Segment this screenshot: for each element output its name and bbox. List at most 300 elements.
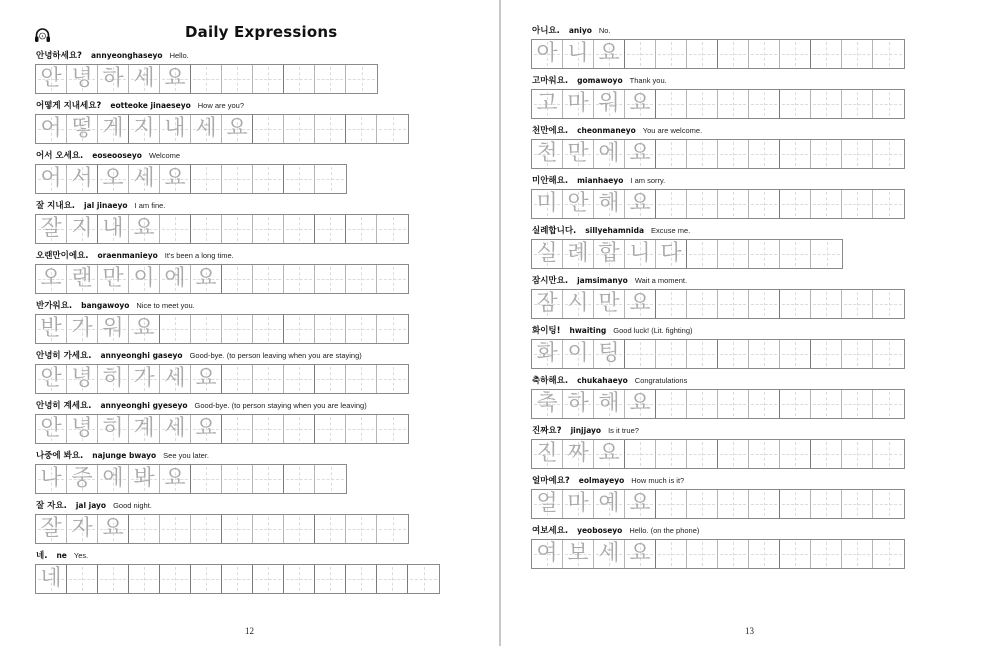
trace-cell[interactable] [594, 40, 625, 68]
trace-syllable: 요 [598, 441, 620, 466]
trace-syllable: 지 [71, 216, 93, 241]
blank-practice-cell[interactable] [687, 340, 718, 368]
trace-cell[interactable] [98, 515, 129, 543]
blank-practice-cell[interactable] [718, 240, 749, 268]
blank-practice-cell[interactable] [160, 215, 191, 243]
blank-practice-cell[interactable] [780, 390, 811, 418]
blank-practice-cell[interactable] [253, 65, 284, 93]
english-translation: Thank you. [629, 76, 667, 85]
blank-practice-cell[interactable] [780, 290, 811, 318]
blank-practice-cell[interactable] [377, 365, 408, 393]
blank-practice-cell[interactable] [718, 340, 749, 368]
blank-practice-cell[interactable] [315, 565, 346, 593]
blank-practice-cell[interactable] [377, 215, 408, 243]
blank-practice-cell[interactable] [842, 340, 873, 368]
trace-cell[interactable] [160, 415, 191, 443]
blank-practice-cell[interactable] [625, 440, 656, 468]
trace-cell[interactable] [129, 65, 160, 93]
blank-practice-cell[interactable] [222, 465, 253, 493]
blank-practice-cell[interactable] [160, 515, 191, 543]
blank-practice-cell[interactable] [191, 165, 222, 193]
trace-cell[interactable] [160, 265, 191, 293]
blank-practice-cell[interactable] [780, 190, 811, 218]
blank-practice-cell[interactable] [687, 190, 718, 218]
trace-syllable: 에 [598, 141, 620, 166]
blank-practice-cell[interactable] [780, 440, 811, 468]
blank-practice-cell[interactable] [873, 140, 904, 168]
trace-syllable: 천 [536, 141, 558, 166]
trace-cell[interactable] [594, 540, 625, 568]
blank-practice-cell[interactable] [656, 540, 687, 568]
blank-practice-cell[interactable] [408, 565, 439, 593]
blank-practice-cell[interactable] [284, 465, 315, 493]
blank-practice-cell[interactable] [67, 565, 98, 593]
trace-cell[interactable] [36, 565, 67, 593]
blank-practice-cell[interactable] [780, 90, 811, 118]
blank-practice-cell[interactable] [253, 565, 284, 593]
blank-practice-cell[interactable] [129, 515, 160, 543]
trace-cell[interactable] [36, 415, 67, 443]
trace-cell[interactable] [36, 265, 67, 293]
blank-practice-cell[interactable] [160, 565, 191, 593]
blank-practice-cell[interactable] [191, 565, 222, 593]
trace-cell[interactable] [67, 115, 98, 143]
trace-cell[interactable] [532, 40, 563, 68]
trace-cell[interactable] [98, 215, 129, 243]
blank-practice-cell[interactable] [718, 290, 749, 318]
trace-cell[interactable] [532, 240, 563, 268]
blank-practice-cell[interactable] [687, 390, 718, 418]
trace-cell[interactable] [563, 290, 594, 318]
blank-practice-cell[interactable] [811, 40, 842, 68]
blank-practice-cell[interactable] [718, 190, 749, 218]
blank-practice-cell[interactable] [191, 215, 222, 243]
blank-practice-cell[interactable] [873, 540, 904, 568]
blank-practice-cell[interactable] [780, 140, 811, 168]
trace-cell[interactable] [563, 340, 594, 368]
blank-practice-cell[interactable] [315, 65, 346, 93]
headphones-track-icon[interactable] [34, 28, 51, 43]
trace-cell[interactable] [563, 40, 594, 68]
trace-cell[interactable] [625, 490, 656, 518]
blank-practice-cell[interactable] [222, 415, 253, 443]
blank-practice-cell[interactable] [222, 565, 253, 593]
trace-cell[interactable] [532, 390, 563, 418]
trace-cell[interactable] [625, 390, 656, 418]
blank-practice-cell[interactable] [780, 340, 811, 368]
blank-practice-cell[interactable] [656, 390, 687, 418]
blank-practice-cell[interactable] [842, 140, 873, 168]
blank-practice-cell[interactable] [346, 415, 377, 443]
trace-cell[interactable] [98, 465, 129, 493]
trace-cell[interactable] [36, 215, 67, 243]
blank-practice-cell[interactable] [346, 215, 377, 243]
blank-practice-cell[interactable] [873, 440, 904, 468]
blank-practice-cell[interactable] [284, 315, 315, 343]
blank-practice-cell[interactable] [687, 490, 718, 518]
trace-syllable: 례 [567, 241, 589, 266]
blank-practice-cell[interactable] [718, 90, 749, 118]
blank-practice-cell[interactable] [873, 190, 904, 218]
blank-practice-cell[interactable] [222, 265, 253, 293]
blank-practice-cell[interactable] [315, 165, 346, 193]
expression-entry [35, 299, 409, 344]
romanization: yeoboseyo [577, 526, 623, 535]
blank-practice-cell[interactable] [284, 65, 315, 93]
blank-practice-cell[interactable] [656, 440, 687, 468]
romanization: annyeonghaseyo [91, 51, 163, 60]
trace-cell[interactable] [656, 240, 687, 268]
blank-practice-cell[interactable] [687, 140, 718, 168]
blank-practice-cell[interactable] [284, 415, 315, 443]
blank-practice-cell[interactable] [346, 365, 377, 393]
blank-practice-cell[interactable] [780, 490, 811, 518]
trace-cell[interactable] [532, 190, 563, 218]
blank-practice-cell[interactable] [656, 290, 687, 318]
blank-practice-cell[interactable] [191, 515, 222, 543]
blank-practice-cell[interactable] [718, 140, 749, 168]
blank-practice-cell[interactable] [873, 90, 904, 118]
blank-practice-cell[interactable] [315, 515, 346, 543]
korean-phrase: 반가워요. [36, 301, 73, 311]
trace-cell[interactable] [222, 115, 253, 143]
trace-cell[interactable] [563, 190, 594, 218]
blank-practice-cell[interactable] [315, 115, 346, 143]
blank-practice-cell[interactable] [253, 165, 284, 193]
trace-cell[interactable] [129, 365, 160, 393]
blank-practice-cell[interactable] [687, 40, 718, 68]
trace-cell[interactable] [532, 90, 563, 118]
blank-practice-cell[interactable] [284, 165, 315, 193]
blank-practice-cell[interactable] [749, 240, 780, 268]
blank-practice-cell[interactable] [811, 140, 842, 168]
trace-syllable: 가 [71, 316, 93, 341]
blank-practice-cell[interactable] [749, 390, 780, 418]
blank-practice-cell[interactable] [687, 240, 718, 268]
blank-practice-cell[interactable] [315, 365, 346, 393]
blank-practice-cell[interactable] [284, 265, 315, 293]
trace-syllable: 화 [536, 341, 558, 366]
blank-practice-cell[interactable] [718, 440, 749, 468]
expression-entry [531, 424, 905, 469]
blank-practice-cell[interactable] [222, 215, 253, 243]
trace-cell[interactable] [563, 390, 594, 418]
trace-cell[interactable] [625, 190, 656, 218]
blank-practice-cell[interactable] [315, 215, 346, 243]
blank-practice-cell[interactable] [842, 90, 873, 118]
trace-cell[interactable] [98, 415, 129, 443]
blank-practice-cell[interactable] [253, 115, 284, 143]
trace-cell[interactable] [532, 140, 563, 168]
blank-practice-cell[interactable] [718, 540, 749, 568]
trace-cell[interactable] [36, 365, 67, 393]
english-translation: I am fine. [134, 201, 166, 210]
trace-cell[interactable] [67, 65, 98, 93]
blank-practice-cell[interactable] [222, 315, 253, 343]
trace-cell[interactable] [563, 240, 594, 268]
blank-practice-cell[interactable] [656, 340, 687, 368]
blank-practice-cell[interactable] [253, 365, 284, 393]
trace-cell[interactable] [36, 465, 67, 493]
blank-practice-cell[interactable] [780, 540, 811, 568]
blank-practice-cell[interactable] [873, 290, 904, 318]
trace-cell[interactable] [160, 115, 191, 143]
blank-practice-cell[interactable] [749, 90, 780, 118]
blank-practice-cell[interactable] [749, 190, 780, 218]
blank-practice-cell[interactable] [811, 440, 842, 468]
trace-cell[interactable] [67, 315, 98, 343]
trace-cell[interactable] [594, 440, 625, 468]
trace-cell[interactable] [98, 365, 129, 393]
writing-practice-grid [531, 439, 905, 469]
trace-cell[interactable] [625, 140, 656, 168]
trace-syllable: 떻 [71, 116, 93, 141]
blank-practice-cell[interactable] [346, 315, 377, 343]
blank-practice-cell[interactable] [873, 340, 904, 368]
blank-practice-cell[interactable] [718, 390, 749, 418]
blank-practice-cell[interactable] [346, 65, 377, 93]
blank-practice-cell[interactable] [749, 340, 780, 368]
blank-practice-cell[interactable] [687, 540, 718, 568]
blank-practice-cell[interactable] [811, 240, 842, 268]
trace-cell[interactable] [160, 65, 191, 93]
trace-cell[interactable] [594, 290, 625, 318]
blank-practice-cell[interactable] [718, 40, 749, 68]
blank-practice-cell[interactable] [749, 540, 780, 568]
trace-cell[interactable] [594, 90, 625, 118]
blank-practice-cell[interactable] [811, 340, 842, 368]
trace-cell[interactable] [563, 440, 594, 468]
english-translation: Good-bye. (to person leaving when you are staying) [189, 351, 362, 360]
trace-cell[interactable] [36, 165, 67, 193]
trace-syllable: 니 [629, 241, 651, 266]
trace-cell[interactable] [594, 340, 625, 368]
romanization: gomawoyo [577, 76, 623, 85]
trace-cell[interactable] [129, 465, 160, 493]
trace-cell[interactable] [98, 165, 129, 193]
writing-practice-grid [531, 139, 905, 169]
trace-cell[interactable] [67, 265, 98, 293]
blank-practice-cell[interactable] [811, 190, 842, 218]
blank-practice-cell[interactable] [656, 190, 687, 218]
trace-cell[interactable] [160, 165, 191, 193]
blank-practice-cell[interactable] [98, 565, 129, 593]
trace-cell[interactable] [98, 65, 129, 93]
trace-syllable: 안 [40, 66, 62, 91]
trace-syllable: 봐 [133, 466, 155, 491]
trace-cell[interactable] [129, 215, 160, 243]
trace-cell[interactable] [36, 315, 67, 343]
trace-syllable: 히 [102, 416, 124, 441]
blank-practice-cell[interactable] [687, 90, 718, 118]
trace-cell[interactable] [594, 390, 625, 418]
blank-practice-cell[interactable] [315, 265, 346, 293]
blank-practice-cell[interactable] [749, 440, 780, 468]
trace-cell[interactable] [67, 165, 98, 193]
trace-cell[interactable] [594, 190, 625, 218]
trace-cell[interactable] [129, 415, 160, 443]
blank-practice-cell[interactable] [191, 65, 222, 93]
trace-cell[interactable] [191, 415, 222, 443]
trace-cell[interactable] [98, 265, 129, 293]
blank-practice-cell[interactable] [811, 90, 842, 118]
blank-practice-cell[interactable] [656, 140, 687, 168]
trace-cell[interactable] [191, 115, 222, 143]
blank-practice-cell[interactable] [377, 515, 408, 543]
trace-cell[interactable] [129, 315, 160, 343]
trace-cell[interactable] [98, 115, 129, 143]
blank-practice-cell[interactable] [873, 490, 904, 518]
trace-cell[interactable] [563, 540, 594, 568]
trace-cell[interactable] [67, 465, 98, 493]
trace-cell[interactable] [67, 515, 98, 543]
blank-practice-cell[interactable] [687, 290, 718, 318]
blank-practice-cell[interactable] [253, 415, 284, 443]
trace-cell[interactable] [129, 165, 160, 193]
trace-syllable: 니 [567, 41, 589, 66]
expression-label [35, 249, 409, 263]
trace-cell[interactable] [160, 465, 191, 493]
trace-cell[interactable] [532, 490, 563, 518]
blank-practice-cell[interactable] [625, 40, 656, 68]
blank-practice-cell[interactable] [811, 390, 842, 418]
blank-practice-cell[interactable] [377, 265, 408, 293]
blank-practice-cell[interactable] [811, 490, 842, 518]
blank-practice-cell[interactable] [346, 265, 377, 293]
trace-cell[interactable] [67, 215, 98, 243]
trace-cell[interactable] [191, 365, 222, 393]
trace-cell[interactable] [532, 340, 563, 368]
blank-practice-cell[interactable] [842, 390, 873, 418]
blank-practice-cell[interactable] [873, 40, 904, 68]
blank-practice-cell[interactable] [315, 415, 346, 443]
trace-cell[interactable] [563, 490, 594, 518]
blank-practice-cell[interactable] [160, 315, 191, 343]
blank-practice-cell[interactable] [222, 515, 253, 543]
trace-cell[interactable] [563, 140, 594, 168]
blank-practice-cell[interactable] [284, 115, 315, 143]
blank-practice-cell[interactable] [191, 315, 222, 343]
blank-practice-cell[interactable] [625, 340, 656, 368]
trace-cell[interactable] [594, 240, 625, 268]
blank-practice-cell[interactable] [780, 240, 811, 268]
blank-practice-cell[interactable] [346, 515, 377, 543]
blank-practice-cell[interactable] [315, 465, 346, 493]
blank-practice-cell[interactable] [780, 40, 811, 68]
trace-syllable: 세 [133, 66, 155, 91]
blank-practice-cell[interactable] [253, 515, 284, 543]
blank-practice-cell[interactable] [656, 490, 687, 518]
trace-cell[interactable] [36, 65, 67, 93]
blank-practice-cell[interactable] [842, 440, 873, 468]
trace-cell[interactable] [129, 265, 160, 293]
blank-practice-cell[interactable] [129, 565, 160, 593]
english-translation: No. [598, 26, 611, 35]
trace-cell[interactable] [191, 265, 222, 293]
trace-cell[interactable] [129, 115, 160, 143]
trace-syllable: 네 [40, 566, 62, 591]
expression-entry [35, 249, 409, 294]
blank-practice-cell[interactable] [222, 365, 253, 393]
blank-practice-cell[interactable] [377, 115, 408, 143]
blank-practice-cell[interactable] [253, 315, 284, 343]
blank-practice-cell[interactable] [377, 415, 408, 443]
korean-phrase: 어서 오세요. [36, 151, 84, 161]
blank-practice-cell[interactable] [811, 540, 842, 568]
blank-practice-cell[interactable] [687, 440, 718, 468]
trace-cell[interactable] [98, 315, 129, 343]
writing-practice-grid [35, 264, 409, 294]
blank-practice-cell[interactable] [284, 565, 315, 593]
blank-practice-cell[interactable] [811, 290, 842, 318]
trace-syllable: 요 [195, 416, 217, 441]
trace-cell[interactable] [67, 365, 98, 393]
blank-practice-cell[interactable] [377, 315, 408, 343]
trace-cell[interactable] [36, 115, 67, 143]
trace-cell[interactable] [625, 290, 656, 318]
blank-practice-cell[interactable] [749, 290, 780, 318]
blank-practice-cell[interactable] [222, 165, 253, 193]
trace-cell[interactable] [36, 515, 67, 543]
english-translation: How are you? [197, 101, 245, 110]
blank-practice-cell[interactable] [346, 565, 377, 593]
trace-cell[interactable] [160, 365, 191, 393]
english-translation: Welcome [148, 151, 181, 160]
blank-practice-cell[interactable] [284, 515, 315, 543]
blank-practice-cell[interactable] [842, 290, 873, 318]
blank-practice-cell[interactable] [377, 565, 408, 593]
blank-practice-cell[interactable] [284, 215, 315, 243]
blank-practice-cell[interactable] [253, 215, 284, 243]
blank-practice-cell[interactable] [191, 465, 222, 493]
trace-cell[interactable] [625, 240, 656, 268]
expression-label [531, 324, 905, 338]
blank-practice-cell[interactable] [842, 490, 873, 518]
expression-label [35, 199, 409, 213]
trace-syllable: 세 [195, 116, 217, 141]
blank-practice-cell[interactable] [222, 65, 253, 93]
expression-label [531, 524, 905, 538]
trace-cell[interactable] [532, 540, 563, 568]
blank-practice-cell[interactable] [284, 365, 315, 393]
blank-practice-cell[interactable] [749, 140, 780, 168]
blank-practice-cell[interactable] [656, 40, 687, 68]
trace-cell[interactable] [594, 490, 625, 518]
trace-cell[interactable] [532, 290, 563, 318]
trace-cell[interactable] [594, 140, 625, 168]
blank-practice-cell[interactable] [749, 490, 780, 518]
blank-practice-cell[interactable] [253, 465, 284, 493]
expression-entry [35, 349, 409, 394]
trace-cell[interactable] [625, 540, 656, 568]
blank-practice-cell[interactable] [842, 40, 873, 68]
trace-cell[interactable] [563, 90, 594, 118]
trace-cell[interactable] [532, 440, 563, 468]
blank-practice-cell[interactable] [873, 390, 904, 418]
blank-practice-cell[interactable] [749, 40, 780, 68]
blank-practice-cell[interactable] [842, 540, 873, 568]
blank-practice-cell[interactable] [718, 490, 749, 518]
english-translation: Congratulations [634, 376, 688, 385]
blank-practice-cell[interactable] [346, 115, 377, 143]
blank-practice-cell[interactable] [315, 315, 346, 343]
blank-practice-cell[interactable] [842, 190, 873, 218]
blank-practice-cell[interactable] [253, 265, 284, 293]
trace-cell[interactable] [67, 415, 98, 443]
trace-cell[interactable] [625, 90, 656, 118]
blank-practice-cell[interactable] [656, 90, 687, 118]
writing-practice-grid [531, 289, 905, 319]
